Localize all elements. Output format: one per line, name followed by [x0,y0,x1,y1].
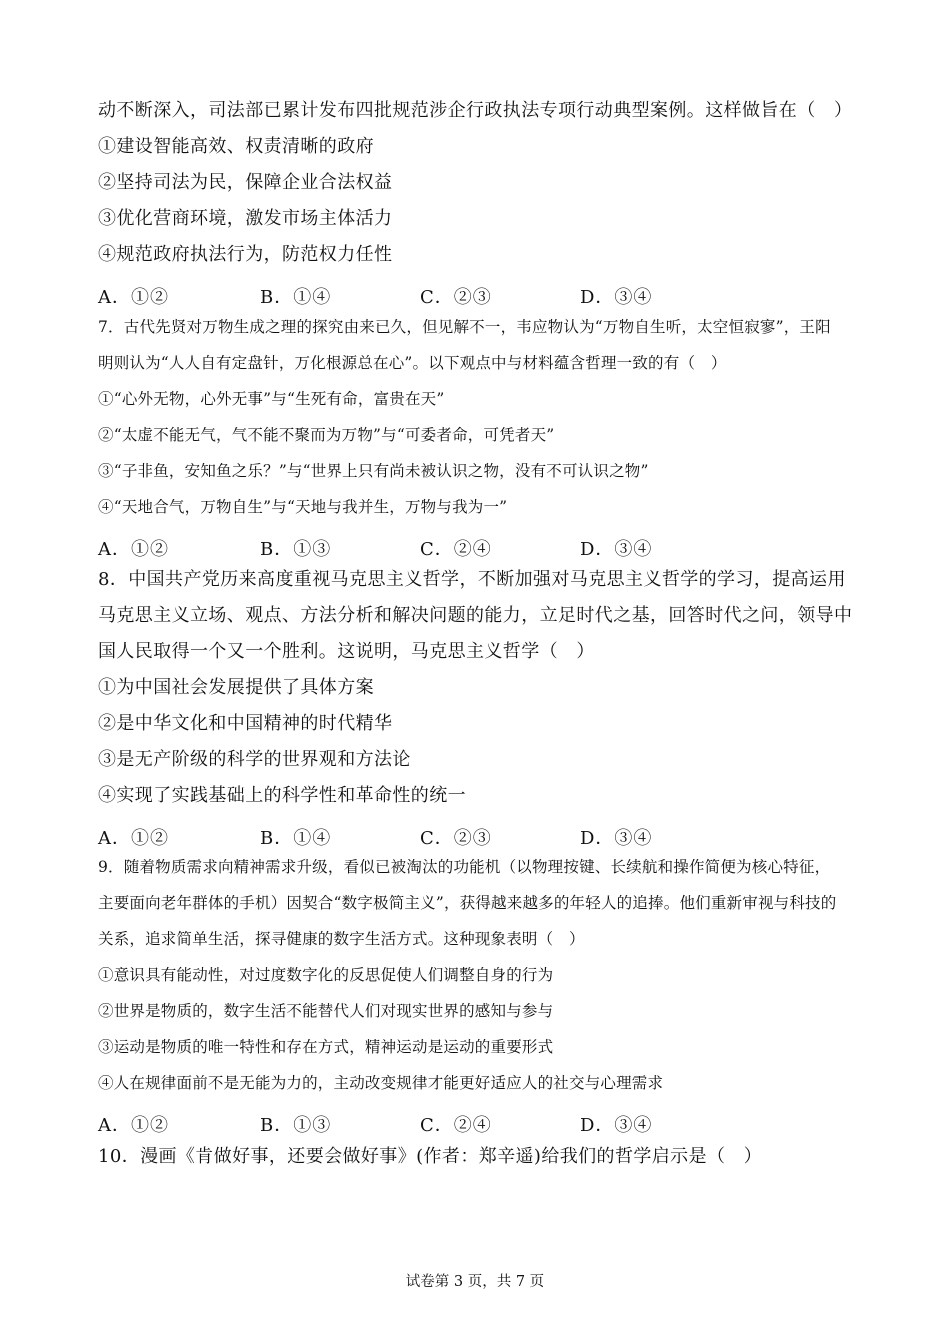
q8-stem-line-2: 马克思主义立场、观点、方法分析和解决问题的能力，立足时代之基，回答时代之问，领导中 [98,605,853,626]
q7-option-b[interactable]: B．①③ [260,539,332,560]
q6-item-3: ③优化营商环境，激发市场主体活力 [98,208,393,229]
q8-option-d[interactable]: D．③④ [580,828,653,849]
q7-options [98,535,878,560]
q6-options [98,283,878,308]
q7-option-c[interactable]: C．②④ [420,539,492,560]
q9-option-a[interactable]: A．①② [98,1115,169,1136]
q8-option-c[interactable]: C．②③ [420,828,492,849]
page-footer: 试卷第 3 页，共 7 页 [405,1274,545,1290]
q8-option-a[interactable]: A．①② [98,828,169,849]
q7-stem-line-1: 7．古代先贤对万物生成之理的探究由来已久，但见解不一，韦应物认为“万物自生听，太空恒寂寥”，王阳 [98,318,831,336]
q6-item-2: ②坚持司法为民，保障企业合法权益 [98,172,393,193]
q9-item-1: ①意识具有能动性，对过度数字化的反思促使人们调整自身的行为 [98,966,554,984]
q9-option-c[interactable]: C．②④ [420,1115,492,1136]
q9-item-3: ③运动是物质的唯一特性和存在方式，精神运动是运动的重要形式 [98,1038,554,1056]
q8-item-2: ②是中华文化和中国精神的时代精华 [98,713,393,734]
q6-item-1: ①建设智能高效、权责清晰的政府 [98,136,374,157]
q10-stem: 10．漫画《肯做好事，还要会做好事》(作者：郑辛遥)给我们的哲学启示是（ ） [98,1146,763,1167]
q7-item-3: ③“子非鱼，安知鱼之乐？”与“世界上只有尚未被认识之物，没有不可认识之物” [98,462,649,480]
q8-stem-line-1: 8．中国共产党历来高度重视马克思主义哲学，不断加强对马克思主义哲学的学习，提高运用 [98,569,846,590]
q9-stem-line-3: 关系，追求简单生活，探寻健康的数字生活方式。这种现象表明（ ） [98,930,585,948]
q7-option-d[interactable]: D．③④ [580,539,653,560]
q9-options [98,1111,878,1136]
q9-option-d[interactable]: D．③④ [580,1115,653,1136]
q8-item-4: ④实现了实践基础上的科学性和革命性的统一 [98,785,466,806]
q9-option-b[interactable]: B．①③ [260,1115,332,1136]
q8-option-b[interactable]: B．①④ [260,828,332,849]
q7-stem-line-2: 明则认为“人人自有定盘针，万化根源总在心”。以下观点中与材料蕴含哲理一致的有（ ） [98,354,727,372]
q7-item-1: ①“心外无物，心外无事”与“生死有命，富贵在天” [98,390,445,408]
q8-item-3: ③是无产阶级的科学的世界观和方法论 [98,749,411,770]
q8-stem-line-3: 国人民取得一个又一个胜利。这说明，马克思主义哲学（ ） [98,641,595,662]
q8-options [98,824,878,849]
q6-option-b[interactable]: B．①④ [260,287,332,308]
q7-item-4: ④“天地合气，万物自生”与“天地与我并生，万物与我为一” [98,498,508,516]
q9-item-4: ④人在规律面前不是无能为力的，主动改变规律才能更好适应人的社交与心理需求 [98,1074,664,1092]
q6-item-4: ④规范政府执法行为，防范权力任性 [98,244,393,265]
q6-option-d[interactable]: D．③④ [580,287,653,308]
q6-option-c[interactable]: C．②③ [420,287,492,308]
q9-stem-line-2: 主要面向老年群体的手机）因契合“数字极简主义”，获得越来越多的年轻人的追捧。他们重新审视与科技的 [98,894,837,912]
q7-item-2: ②“太虚不能无气，气不能不聚而为万物”与“可委者命，可凭者天” [98,426,555,444]
q8-item-1: ①为中国社会发展提供了具体方案 [98,677,374,698]
q6-stem-tail: 动不断深入，司法部已累计发布四批规范涉企行政执法专项行动典型案例。这样做旨在（ ） [98,100,853,121]
q6-option-a[interactable]: A．①② [98,287,169,308]
q7-option-a[interactable]: A．①② [98,539,169,560]
q9-item-2: ②世界是物质的，数字生活不能替代人们对现实世界的感知与参与 [98,1002,554,1020]
q9-stem-line-1: 9．随着物质需求向精神需求升级，看似已被淘汰的功能机（以物理按键、长续航和操作简便为核心特征， [98,858,831,876]
